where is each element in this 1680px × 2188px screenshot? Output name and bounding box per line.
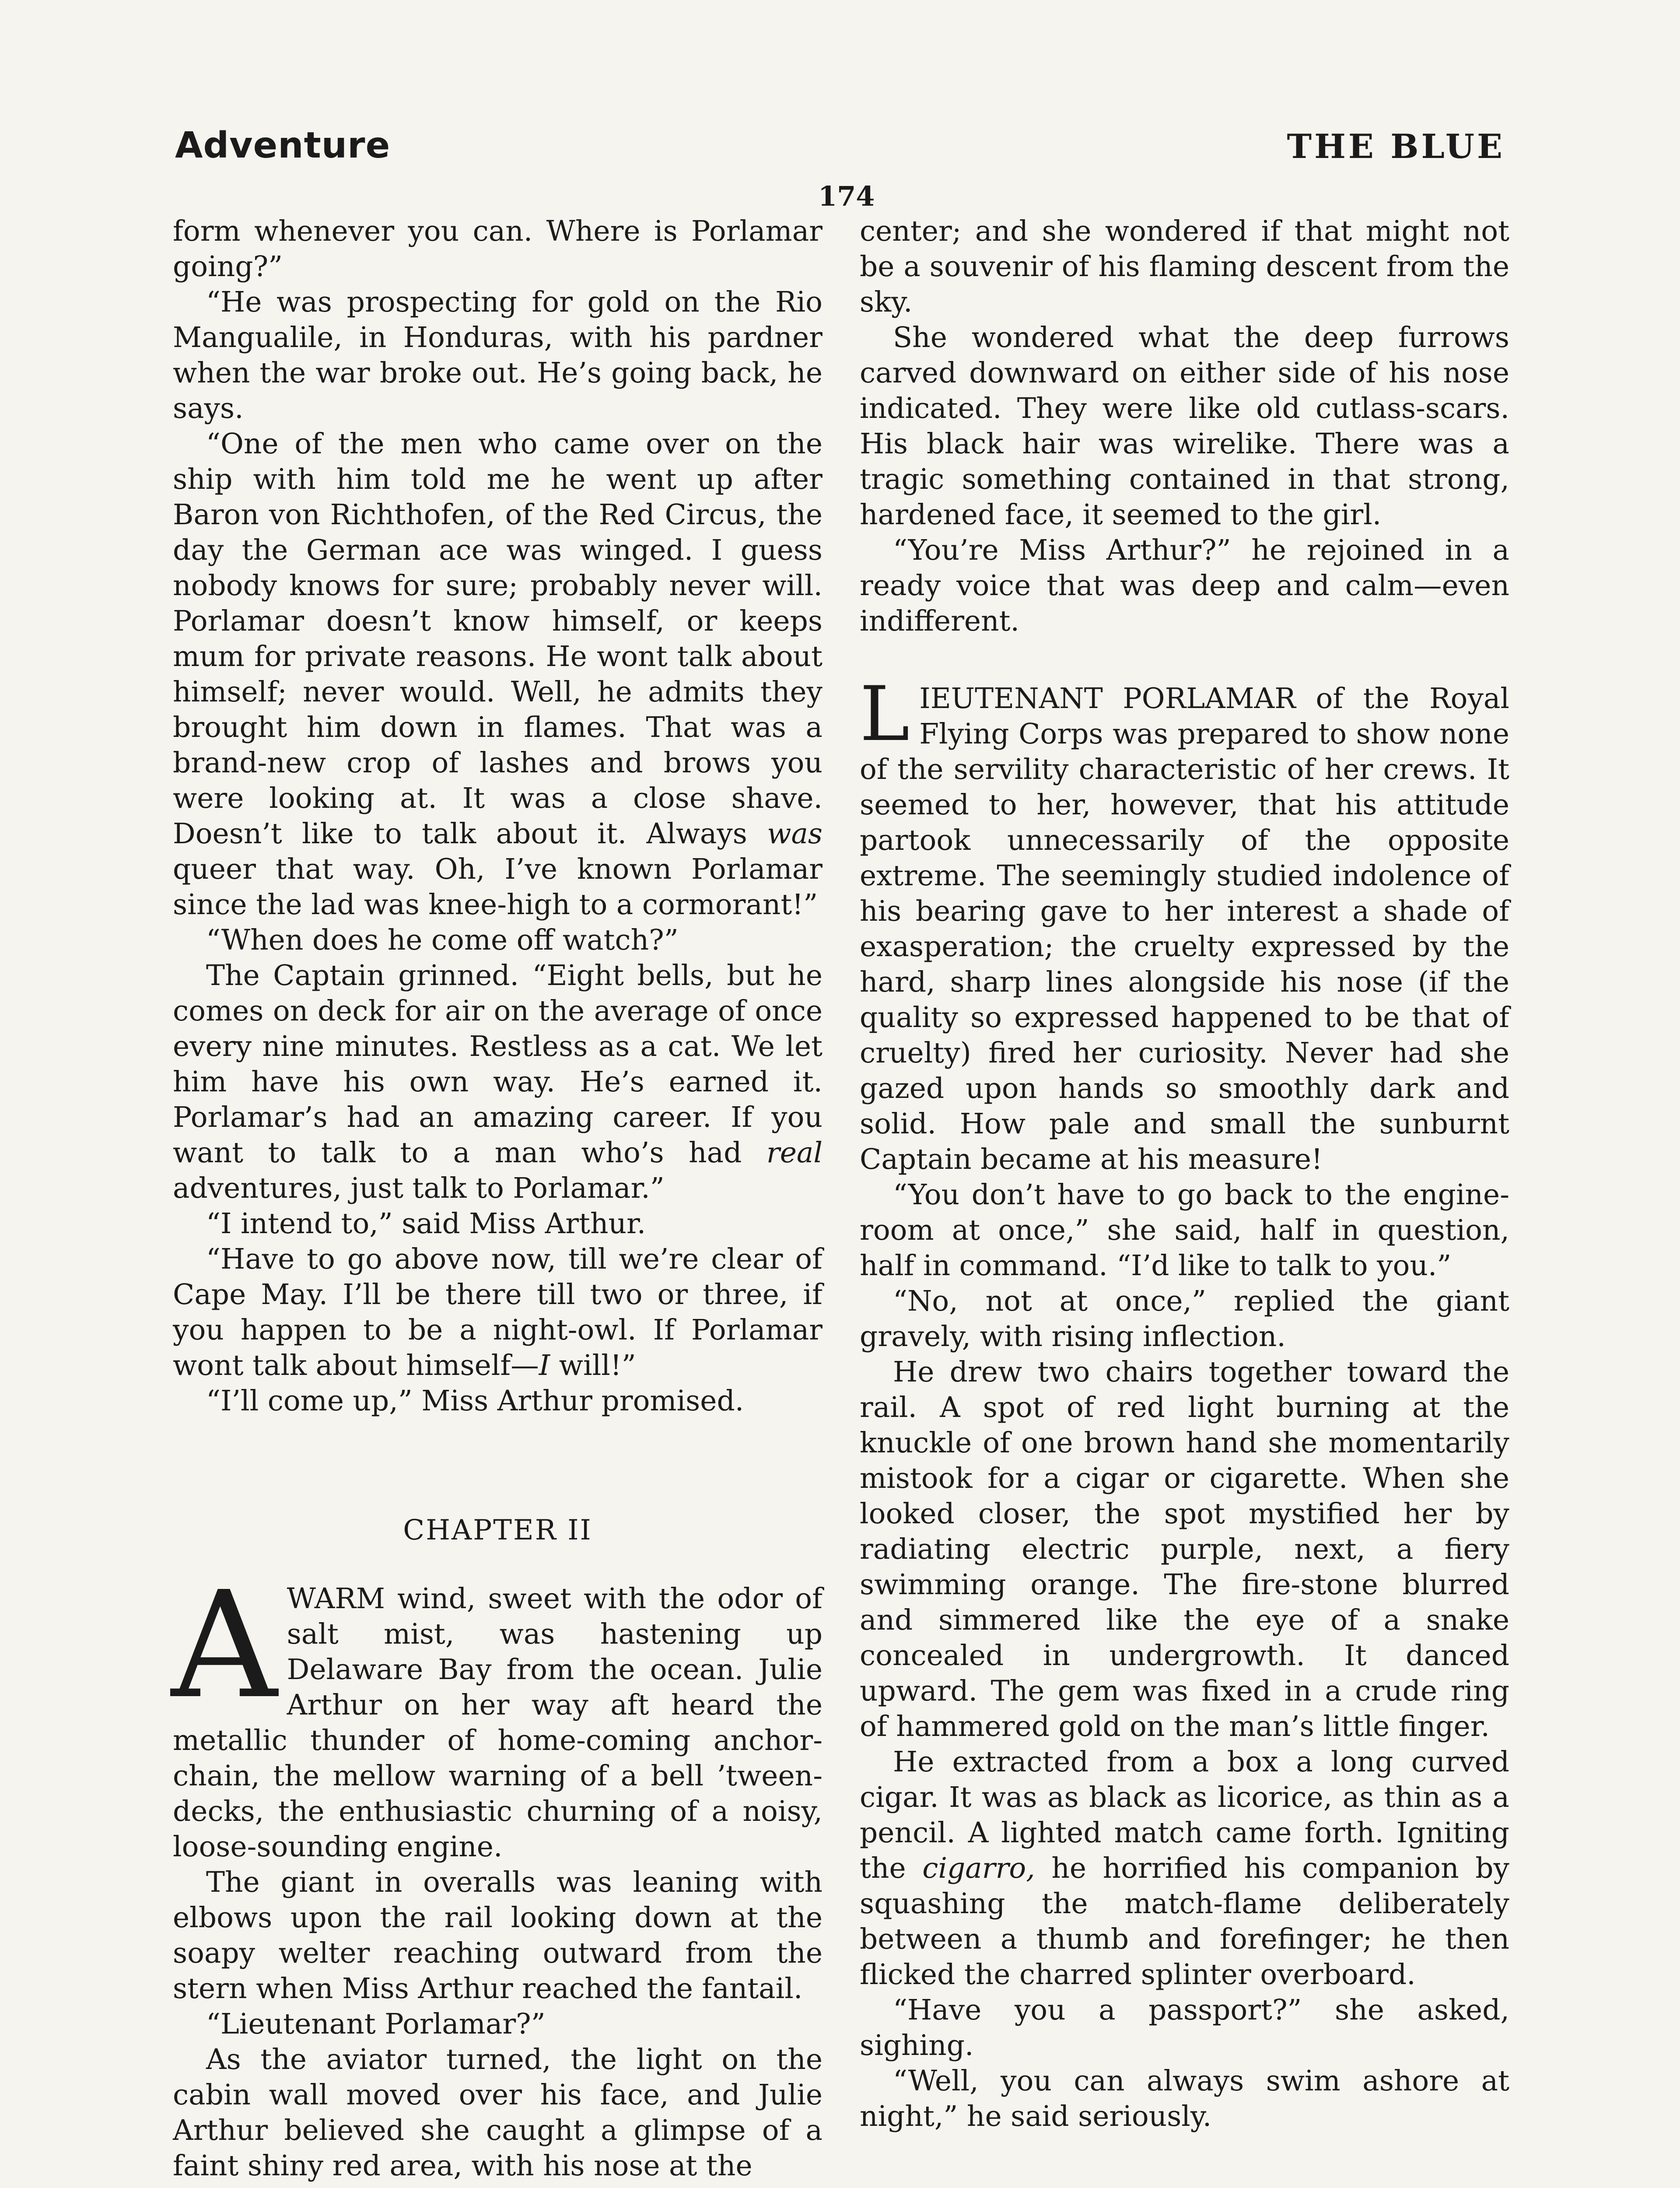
paragraph: “I’ll come up,” Miss Arthur promised. [206, 1385, 744, 1417]
left-column [173, 214, 822, 2184]
paragraph: “I intend to,” said Miss Arthur. [206, 1207, 646, 1240]
paragraph [173, 426, 822, 922]
section-opening-paragraph [860, 670, 1509, 1177]
paragraph: “He was prospecting for gold on the Rio Mangualile, in Honduras, with his pardner when the war broke out. He’s going back, he says. [173, 286, 822, 425]
italic-text: was [767, 817, 822, 850]
text-run: “Have to go above now, till we’re clear of Cape May. I’ll be there till two or three, if you happen to be a night-owl. If Porlamar wont talk about himself— [173, 1243, 822, 1382]
paragraph: “When does he come off watch?” [206, 924, 679, 957]
paragraph: The giant in overalls was leaning with elbows upon the rail looking down at the soapy welter reaching outward from the stern when Miss Arthur reached the fantail. [173, 1866, 822, 2005]
drop-cap: A [171, 1560, 277, 1731]
text-run: queer that way. Oh, I’ve known Porlamar since the lad was knee-high to a cormorant!” [173, 853, 822, 921]
text-run: IEUTENANT PORLAMAR of the Royal Flying Corps was prepared to show none of the servility characteristic of her crews. It seemed to her, however, that his attitude partook unnecessarily of the opposite extreme. The seemingly studied indolence of his bearing gave to her interest a shade of exasperation; the cruelty expressed by the hard, sharp lines alongside his nose (if the quality so expressed happened to be that of cruelty) fired her curiosity. Never had she gazed upon hands so smoothly dark and solid. How pale and small the sunburnt Captain became at his measure! [860, 682, 1509, 1176]
paragraph [860, 1744, 1509, 1992]
right-column [860, 214, 1509, 2134]
italic-text: cigarro, [922, 1852, 1035, 1885]
paragraph: “You don’t have to go back to the engine-room at once,” she said, half in question, half in command. “I’d like to talk to you.” [860, 1178, 1509, 1282]
page-number: 174 [818, 180, 875, 212]
text-run: he horrified his companion by squashing the match-flame deliberately between a thumb and forefinger; he then flicked the charred splinter overboard. [860, 1852, 1509, 1991]
text-run: will!” [550, 1349, 636, 1382]
running-header-left: Adventure [175, 125, 391, 166]
chapter-heading: CHAPTER II [403, 1514, 592, 1546]
drop-cap: L [860, 670, 910, 758]
paragraph: center; and she wondered if that might not be a souvenir of his flaming descent from the sky. [860, 215, 1509, 319]
paragraph [173, 958, 822, 1206]
paragraph: “Well, you can always swim ashore at night,” he said seriously. [860, 2065, 1509, 2133]
text-run: He extracted from a box a long curved cigar. It was as black as licorice, as thin as a pencil. A lighted match came forth. Igniting the [860, 1746, 1509, 1885]
text-run: adventures, just talk to Porlamar.” [173, 1172, 665, 1205]
paragraph: form whenever you can. Where is Porlamar going?” [173, 215, 822, 283]
italic-text: real [766, 1136, 822, 1169]
paragraph: She wondered what the deep furrows carved downward on either side of his nose indicated. They were like old cutlass-scars. His black hair was wirelike. There was a tragic something contained in that strong, hardened face, it seemed to the girl. [860, 321, 1509, 531]
italic-text: I [539, 1349, 550, 1382]
paragraph: “Have you a passport?” she asked, sighing. [860, 1994, 1509, 2062]
paragraph: He drew two chairs together toward the rail. A spot of red light burning at the knuckle of one brown hand she momentarily mistook for a cigar or cigarette. When she looked closer, the spot mystified her by radiating electric purple, next, a fiery swimming orange. The fire-stone blurred and simmered like the eye of a snake concealed in undergrowth. It danced upward. The gem was fixed in a crude ring of hammered gold on the man’s little finger. [860, 1356, 1509, 1743]
running-header-right: THE BLUE [1287, 127, 1505, 166]
paragraph: “No, not at once,” replied the giant gravely, with rising inflection. [860, 1285, 1509, 1353]
chapter-opening-paragraph [171, 1560, 822, 1865]
paragraph: “Lieutenant Porlamar?” [206, 2008, 546, 2041]
text-run: WARM wind, sweet with the odor of salt mist, was hastening up Delaware Bay from the ocean. Julie Arthur on her way aft heard the metallic thunder of home-coming anchor-chain, the mellow warning of a bell ’tween-decks, the enthusiastic churning of a noisy, loose-sounding engine. [173, 1582, 822, 1863]
paragraph [173, 1241, 822, 1383]
text-run: “One of the men who came over on the ship with him told me he went up after Baron von Richthofen, of the Red Circus, the day the German ace was winged. I guess nobody knows for sure; probably never will. Porlamar doesn’t know himself, or keeps mum for private reasons. He wont talk about himself; never would. Well, he admits they brought him down in flames. That was a brand-new crop of lashes and brows you were looking at. It was a close shave. Doesn’t like to talk about it. Always [173, 428, 822, 850]
paragraph: “You’re Miss Arthur?” he rejoined in a ready voice that was deep and calm—even indifferent. [860, 534, 1509, 638]
paragraph: As the aviator turned, the light on the cabin wall moved over his face, and Julie Arthur believed she caught a glimpse of a faint shiny red area, with his nose at the [173, 2043, 822, 2182]
text-run: The Captain grinned. “Eight bells, but he comes on deck for air on the average of once every nine minutes. Restless as a cat. We let him have his own way. He’s earned it. Porlamar’s had an amazing career. If you want to talk to a man who’s had [173, 959, 822, 1169]
